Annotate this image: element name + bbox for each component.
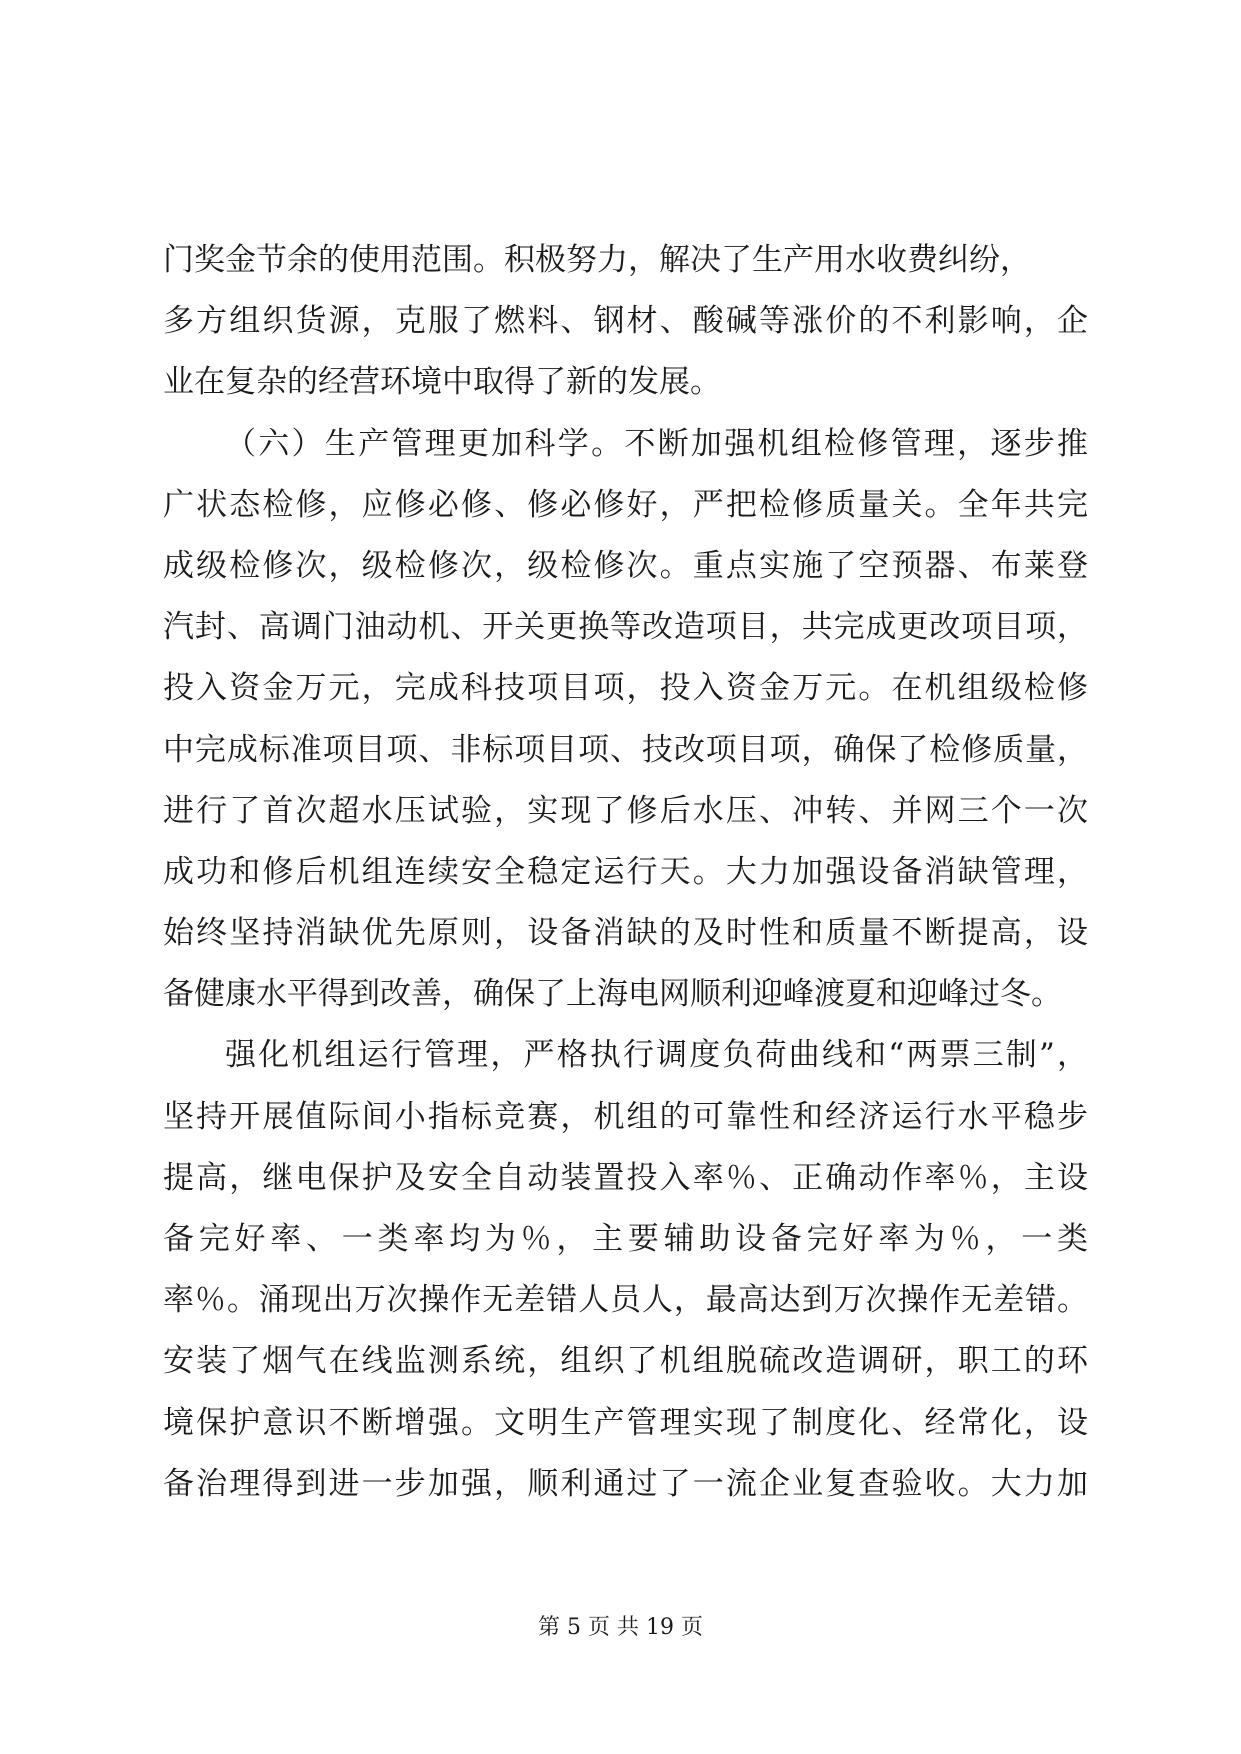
text-line: 率％。涌现出万次操作无差错人员人，最高达到万次操作无差错。 (163, 1282, 1088, 1319)
text-line: 提高，继电保护及安全自动装置投入率％、正确动作率％，主设 (163, 1159, 1088, 1196)
body-text (163, 230, 1088, 1515)
page-number-footer: 第 5 页 共 19 页 (538, 1615, 703, 1640)
text-line: 投入资金万元，完成科技项目项，投入资金万元。在机组级检修 (163, 670, 1088, 707)
text-line: 坚持开展值际间小指标竞赛，机组的可靠性和经济运行水平稳步 (163, 1098, 1088, 1135)
text-line: 备完好率、一类率均为％，主要辅助设备完好率为％，一类 (163, 1221, 1088, 1257)
text-line: 备健康水平得到改善，确保了上海电网顺利迎峰渡夏和迎峰过冬。 (163, 976, 1062, 1013)
text-line: 始终坚持消缺优先原则，设备消缺的及时性和质量不断提高，设 (163, 915, 1088, 952)
text-line: 多方组织货源，克服了燃料、钢材、酸碱等涨价的不利影响，企 (163, 303, 1088, 340)
text-line: 成功和修后机组连续安全稳定运行天。大力加强设备消缺管理， (163, 853, 1088, 890)
text-line: 业在复杂的经营环境中取得了新的发展。 (163, 364, 721, 401)
text-line: 安装了烟气在线监测系统，组织了机组脱硫改造调研，职工的环 (163, 1343, 1088, 1380)
text-line: 汽封、高调门油动机、开关更换等改造项目，共完成更改项目项， (163, 609, 1088, 646)
text-line: 强化机组运行管理，严格执行调度负荷曲线和“两票三制”， (225, 1037, 1088, 1074)
text-line: （六）生产管理更加科学。不断加强机组检修管理，逐步推 (225, 425, 1088, 462)
text-line: 广状态检修，应修必修、修必修好，严把检修质量关。全年共完 (163, 486, 1088, 523)
text-line: 备治理得到进一步加强，顺利通过了一流企业复查验收。大力加 (163, 1465, 1088, 1502)
text-line: 进行了首次超水压试验，实现了修后水压、冲转、并网三个一次 (163, 792, 1088, 829)
text-line: 门奖金节余的使用范围。积极努力，解决了生产用水收费纠纷， (163, 242, 1031, 278)
text-line: 境保护意识不断增强。文明生产管理实现了制度化、经常化，设 (163, 1404, 1088, 1441)
text-line: 成级检修次，级检修次，级检修次。重点实施了空预器、布莱登 (163, 547, 1088, 584)
text-line: 中完成标准项目项、非标项目项、技改项目项，确保了检修质量， (163, 731, 1088, 768)
